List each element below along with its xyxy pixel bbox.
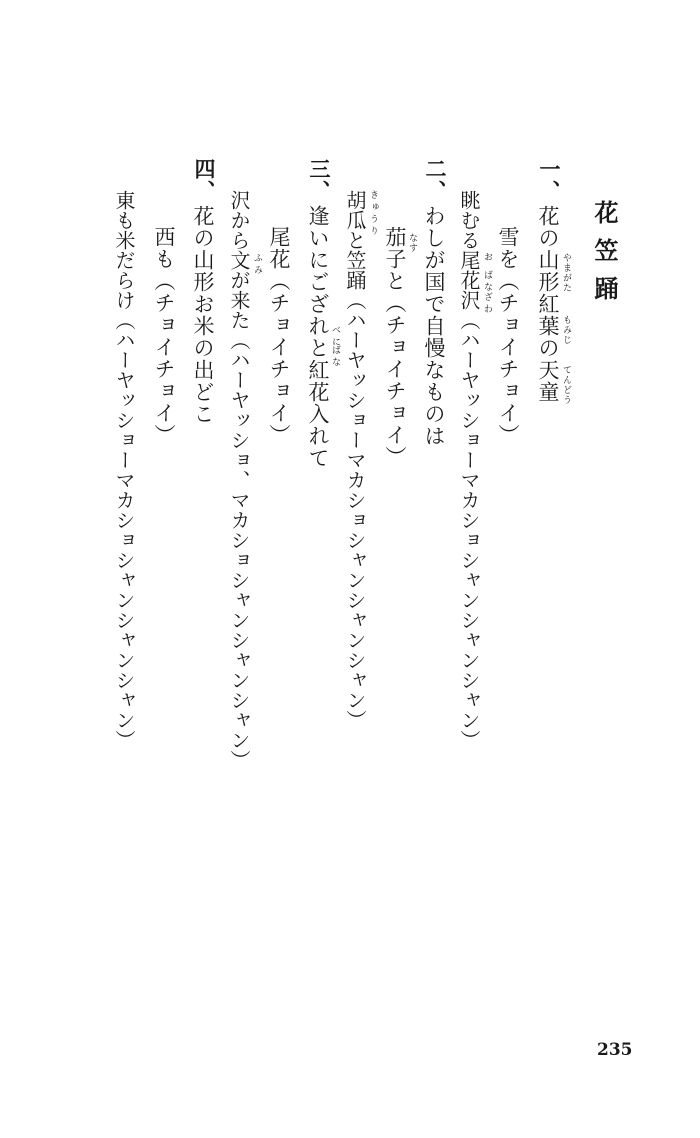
page-number: 235 bbox=[597, 1040, 633, 1060]
verse-2-line-2: 茄子と（チョイチョイ） bbox=[383, 226, 407, 468]
verse-1-line-2: 雪を（チョイチョイ） bbox=[496, 226, 520, 446]
verse-3-number: 三、 bbox=[307, 158, 332, 202]
ruby-beni: べに bbox=[330, 325, 340, 349]
verse-2-number: 二、 bbox=[423, 158, 448, 202]
verse-3-line-1: 逢いにござれと紅花入れて bbox=[306, 205, 330, 469]
verse-1-number: 一、 bbox=[537, 158, 562, 202]
verse-3-line-2: 尾花（チョイチョイ） bbox=[267, 226, 291, 446]
ruby-o: お bbox=[482, 252, 492, 264]
verse-4-line-3: 東も米だらけ（ハーヤッショーマカショシャンシャンシャン） bbox=[112, 190, 136, 750]
ruby-su: す bbox=[407, 243, 417, 255]
verse-1-line-3: 眺むる尾花沢（ハーヤッショーマカショシャンシャンシャン） bbox=[457, 190, 481, 750]
verse-2-line-1: わしが国で自慢なものは bbox=[422, 205, 446, 447]
verse-4-line-1: 花の山形お米の出どこ bbox=[191, 205, 215, 425]
verse-4-line-2: 西も（チョイチョイ） bbox=[152, 226, 176, 446]
verse-4-number: 四、 bbox=[192, 158, 217, 202]
ruby-momiji: もみじ bbox=[561, 315, 571, 345]
verse-1-line-1-text: 花の山形紅葉の天童 bbox=[536, 205, 560, 403]
ruby-na: な bbox=[407, 233, 417, 245]
ruby-fumi: ふみ bbox=[252, 253, 262, 277]
ruby-bana-2: ばな bbox=[330, 345, 340, 369]
verse-2-line-3: 胡瓜と笠踊（ハーヤッショーマカショシャンシャンシャン） bbox=[343, 190, 367, 730]
poem-title: 花笠踊 bbox=[590, 200, 619, 314]
ruby-kyuuri: きゅうり bbox=[368, 190, 378, 238]
verse-1-line-1 bbox=[537, 205, 558, 403]
ruby-zawa: ざわ bbox=[482, 292, 492, 316]
ruby-yamagata: やまがた bbox=[561, 253, 571, 293]
ruby-bana: ばな bbox=[482, 270, 492, 294]
ruby-tendou: てんどう bbox=[561, 365, 571, 405]
verse-3-line-3: 沢から文が来た（ハーヤッショ、マカショシャンシャンシャン） bbox=[227, 190, 251, 770]
